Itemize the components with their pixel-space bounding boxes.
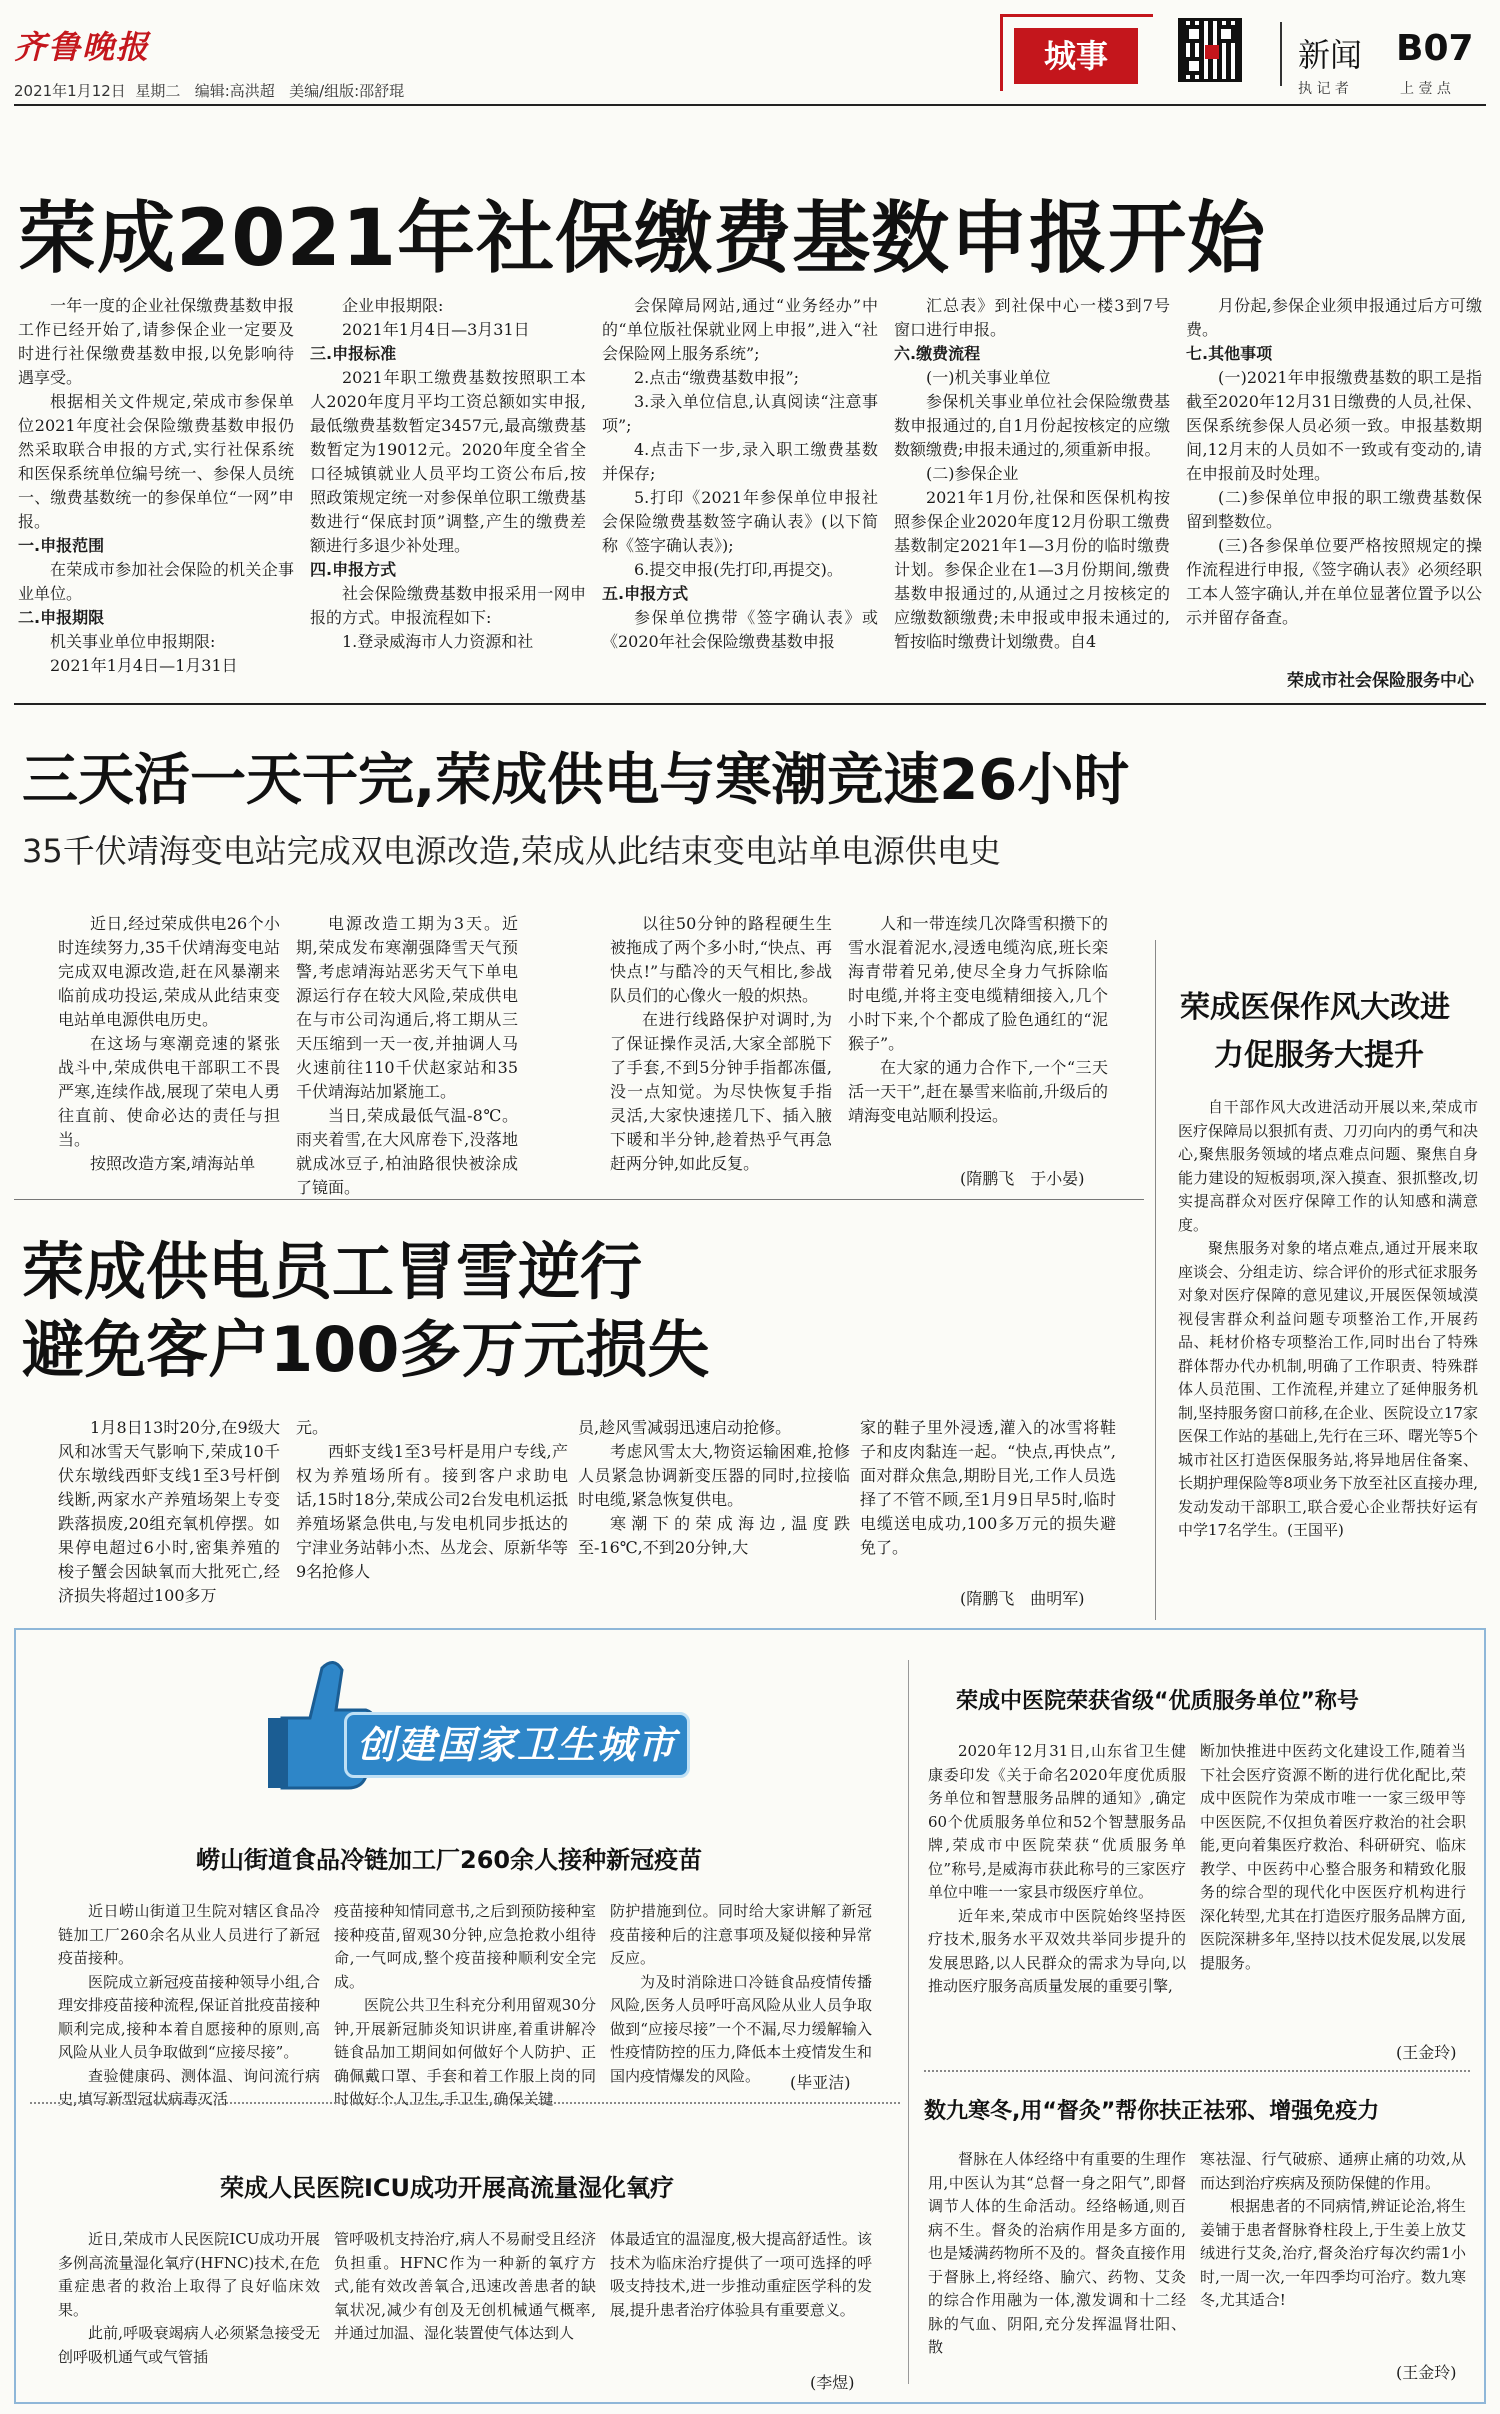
page-category: 新闻 bbox=[1298, 36, 1363, 74]
issue-date: 2021年1月12日 星期二 编辑:高洪超 美编/组版:邵舒琨 bbox=[14, 82, 405, 100]
article-3-headline-line-1: 荣成供电员工冒雪逆行 bbox=[22, 1235, 643, 1308]
reporter-name: 上 壹 点 bbox=[1400, 81, 1451, 97]
box-article-3-col-1: 2020年12月31日,山东省卫生健康委印发《关于命名2020年度优质服务单位和智慧服务品牌的通知》,确定60个优质服务单位和52个智慧服务品牌,荣成市中医院荣获“优质服务单位”称号,是威海市获此称号的三家医疗单位中唯一一家县市级医疗单位。 近年来,荣成市中医院始终坚持医疗技术,服务水平双效共举同步提升的发展思路,以人民群众的需求为导向,以推动医疗服务高质量发展的重要引擎, bbox=[928, 1742, 1186, 1995]
box-article-3-col-2: 断加快推进中医药文化建设工作,随着当下社会医疗资源不断的进行优化配比,荣成中医院作为荣成市唯一一家三级甲等中医医院,不仅担负着医疗救治的社会职能,更向着集医疗救治、科研研究、临床教学、中医药中心整合服务和精致化服务的综合型的现代化中医医疗机构进行深化转型,尤其在打造医疗服务品牌方面,医院深耕多年,坚持以技术促发展,以发展提服务。 bbox=[1200, 1742, 1466, 1972]
box-article-1-byline: (毕亚洁) bbox=[790, 2073, 851, 2092]
box-article-4-col-1: 督脉在人体经络中有重要的生理作用,中医认为其“总督一身之阳气”,即督调节人体的生命活动。经络畅通,则百病不生。督灸的治病作用是多方面的,也是矮满药物所不及的。督灸直接作用于督脉上,将经络、腧穴、药物、艾灸的综合作用融为一体,激发调和十二经脉的气血、阴阳,充分发挥温肾壮阳、散 bbox=[928, 2150, 1186, 2356]
box-article-2-col-1: 近日,荣成市人民医院ICU成功开展多例高流量湿化氧疗(HFNC)技术,在危重症患者的救治上取得了良好临床效果。 此前,呼吸衰竭病人必须紧急接受无创呼吸机通气或气管插 bbox=[58, 2230, 320, 2366]
article-1-col-4: 汇总表》到社保中心一楼3到7号窗口进行申报。 六.缴费流程 (一)机关事业单位 参保机关事业单位社会保险缴费基数申报通过的,自1月份起按核定的应缴数额缴费;申报未通过的,须重新申报。 (二)参保企业 2021年1月份,社保和医保机构按照参保企业2020年度12月份职工缴费基数制定2021年1—3月份的临时缴费计划。参保企业在1—3月份期间,缴费基数申报通过的,从通过之月按核定的应缴数额缴费;未申报或申报未通过的,暂按临时缴费计划缴费。自4 bbox=[894, 296, 1170, 651]
article-1-col-2: 企业申报期限: 2021年1月4日—3月31日 三.申报标准 2021年职工缴费基数按照职工本人2020年度月平均工资总额如实申报,最低缴费基数暂定3457元,最高缴费基数暂定为19012元。2020年度全省全口径城镇就业人员平均工资公布后,按照政策规定统一对参保单位职工缴费基数进行“保底封顶”调整,产生的缴费差额进行多退少补处理。 四.申报方式 社会保险缴费基数申报采用一网申报的方式。申报流程如下: 1.登录威海市人力资源和社 bbox=[310, 296, 586, 651]
article-1-headline: 荣成2021年社保缴费基数申报开始 bbox=[18, 194, 1267, 284]
box-vertical-divider bbox=[908, 1660, 909, 2384]
reporter-label: 执 记 者 bbox=[1298, 81, 1349, 97]
page-number: B07 bbox=[1396, 28, 1474, 69]
article-3-col-1: 1月8日13时20分,在9级大风和冰雪天气影响下,荣成10千伏东墩线西虾支线1至3号杆倒线断,两家水产养殖场架上专变跌落损废,20组充氧机停摆。如果停电超过6小时,密集养殖的梭子蟹会因缺氧而大批死亡,经济损失将超过100多万 bbox=[58, 1418, 280, 1605]
article-2-subtitle: 35千伏靖海变电站完成双电源改造,荣成从此结束变电站单电源供电史 bbox=[22, 832, 1001, 870]
box-article-1-col-2: 疫苗接种知情同意书,之后到预防接种室接种疫苗,留观30分钟,应急抢救小组待命,一气呵成,整个疫苗接种顺利安全完成。 医院公共卫生科充分利用留观30分钟,开展新冠肺炎知识讲座,着重讲解冷链食品加工期间如何做好个人防护、正确佩戴口罩、手套和着工作服上岗的同时做好个人卫生,手卫生,确保关键 bbox=[334, 1902, 596, 2108]
article-1-source: 荣成市社会保险服务中心 bbox=[1287, 671, 1474, 691]
masthead-divider bbox=[1280, 22, 1282, 86]
health-city-banner: 创建国家卫生城市 bbox=[344, 1712, 690, 1778]
section-rule-1 bbox=[14, 703, 1486, 705]
article-2-headline: 三天活一天干完,荣成供电与寒潮竞速26小时 bbox=[22, 748, 1130, 813]
box-article-2-col-2: 管呼吸机支持治疗,病人不易耐受且经济负担重。HFNC作为一种新的氧疗方式,能有效改善氧合,迅速改善患者的缺氧状况,减少有创及无创机械通气概率,并通过加温、湿化装置使气体达到人 bbox=[334, 2230, 596, 2342]
article-3-col-4: 家的鞋子里外浸透,灌入的冰雪将鞋子和皮肉黏连一起。“快点,再快点”,面对群众焦急,期盼目光,工作人员选择了不管不顾,至1月9日早5时,临时电缆送电成功,100多万元的损失避免了。 bbox=[860, 1418, 1116, 1557]
box-article-2-headline: 荣成人民医院ICU成功开展高流量湿化氧疗 bbox=[220, 2174, 675, 2202]
section-tab: 城事 bbox=[1014, 28, 1138, 84]
article-3-headline-line-2: 避免客户100多万元损失 bbox=[22, 1313, 710, 1386]
sidebar-headline-line-2: 力促服务大提升 bbox=[1214, 1038, 1424, 1073]
box-article-3-headline: 荣成中医院荣获省级“优质服务单位”称号 bbox=[956, 1689, 1359, 1714]
masthead-rule bbox=[14, 104, 1486, 106]
box-divider-1 bbox=[30, 2102, 900, 2104]
sidebar-headline-line-1: 荣成医保作风大改进 bbox=[1180, 990, 1450, 1025]
box-divider-2 bbox=[924, 2070, 1470, 2072]
box-article-4-byline: (王金玲) bbox=[1396, 2363, 1457, 2382]
box-article-2-col-3: 体最适宜的温湿度,极大提高舒适性。该技术为临床治疗提供了一项可选择的呼吸支持技术,进一步推动重症医学科的发展,提升患者治疗体验具有重要意义。 bbox=[610, 2230, 872, 2319]
masthead-logo: 齐鲁晚报 bbox=[14, 28, 151, 66]
box-article-2-byline: (李煜) bbox=[810, 2373, 855, 2392]
sidebar-divider bbox=[1155, 940, 1156, 1620]
qr-code-icon bbox=[1178, 18, 1242, 82]
section-rule-2 bbox=[14, 1199, 1144, 1200]
article-2-col-3: 以往50分钟的路程硬生生被拖成了两个多小时,“快点、再快点!”与酷冷的天气相比,参战队员们的心像火一般的炽热。 在进行线路保护对调时,为了保证操作灵活,大家全部脱下了手套,不到5分钟手指都冻僵,没一点知觉。为尽快恢复手指灵活,大家快速搓几下、插入腋下暖和半分钟,趁着热乎气再急赶两分钟,如此反复。 bbox=[610, 914, 832, 1173]
article-2-col-4: 人和一带连续几次降雪积攒下的雪水混着泥水,浸透电缆沟底,班长栾海青带着兄弟,使尽全身力气拆除临时电缆,并将主变电缆精细接入,几个小时下来,个个都成了脸色通红的“泥猴子”。 在大家的通力合作下,一个“三天活一天干”,赶在暴雪来临前,升级后的靖海变电站顺利投运。 bbox=[848, 914, 1108, 1125]
box-article-3-byline: (王金玲) bbox=[1396, 2043, 1457, 2062]
box-article-1-headline: 崂山街道食品冷链加工厂260余人接种新冠疫苗 bbox=[196, 1846, 703, 1874]
box-article-1-col-1: 近日崂山街道卫生院对辖区食品冷链加工厂260余名从业人员进行了新冠疫苗接种。 医院成立新冠疫苗接种领导小组,合理安排疫苗接种流程,保证首批疫苗接种顺利完成,接种本着自愿接种的原则,高风险从业人员争取做到“应接尽接”。 查验健康码、测体温、询问流行病史,填写新型冠状病毒灭活 bbox=[58, 1902, 320, 2108]
article-2-byline: (隋鹏飞 于小晏) bbox=[960, 1169, 1085, 1188]
sidebar-body: 自干部作风大改进活动开展以来,荣成市医疗保障局以狠抓有责、刀刃向内的勇气和决心,聚焦服务领域的堵点难点问题、聚焦自身能力建设的短板弱项,深入摸查、狠抓整改,切实提高群众对医疗保障工作的认知感和满意度。 聚焦服务对象的堵点难点,通过开展来取座谈会、分组走访、综合评价的形式征求服务对象对医疗保障的意见建议,开展医保领域漠视侵害群众利益问题专项整治工作,开展药品、耗材价格专项整治工作,同时出台了特殊群体帮办代办机制,明确了工作职责、特殊群体人员范围、工作流程,并建立了延伸服务机制,坚持服务窗口前移,在企业、医院设立17家医保工作站的基础上,先行在三环、曙光等5个城市社区打造医保服务站,将异地居住备案、长期护理保险等8项业务下放至社区直接办理,发动发动干部职工,联合爱心企业帮扶好运有中学17名学生。(王国平) bbox=[1178, 1098, 1479, 1539]
article-3-col-2: 元。 西虾支线1至3号杆是用户专线,产权为养殖场所有。接到客户求助电话,15时18分,荣成公司2台发电机运抵养殖场紧急供电,与发电机同步抵达的宁津业务站韩小杰、丛龙会、原新华等9名抢修人 bbox=[296, 1418, 569, 1581]
article-2-col-2: 电源改造工期为3天。近期,荣成发布寒潮强降雪天气预警,考虑靖海站恶劣天气下单电源运行存在较大风险,荣成供电在与市公司沟通后,将工期从三天压缩到一天一夜,并抽调人马火速前往110千伏赵家站和35千伏靖海站加紧施工。 当日,荣成最低气温-8℃。雨夹着雪,在大风席卷下,没落地就成冰豆子,柏油路很快被涂成了镜面。 bbox=[296, 914, 518, 1197]
article-1-col-3: 会保障局网站,通过“业务经办”中的“单位版社保就业网上申报”,进入“社会保险网上服务系统”; 2.点击“缴费基数申报”; 3.录入单位信息,认真阅读“注意事项”; 4.点击下一步,录入职工缴费基数并保存; 5.打印《2021年参保单位申报社会保险缴费基数签字确认表》(以下简称《签字确认表》); 6.提交申报(先打印,再提交)。 五.申报方式 参保单位携带《签字确认表》或《2020年社会保险缴费基数申报 bbox=[602, 296, 878, 651]
article-1-col-1: 一年一度的企业社保缴费基数申报工作已经开始了,请参保企业一定要及时进行社保缴费基数申报,以免影响待遇享受。 根据相关文件规定,荣成市参保单位2021年度社会保险缴费基数申报仍然采取联合申报的方式,实行社保系统和医保系统单位编号统一、参保人员统一、缴费基数统一的参保单位“一网”申报。 一.申报范围 在荣成市参加社会保险的机关企事业单位。 二.申报期限 机关事业单位申报期限: 2021年1月4日—1月31日 bbox=[18, 296, 294, 675]
box-article-4-col-2: 寒祛湿、行气破瘀、通痹止痛的功效,从而达到治疗疾病及预防保健的作用。 根据患者的不同病情,辨证论治,将生姜铺于患者督脉脊柱段上,于生姜上放艾绒进行艾灸,治疗,督灸治疗每次约需1小时,一周一次,一年四季均可治疗。数九寒冬,尤其适合! bbox=[1200, 2150, 1466, 2309]
box-article-4-headline: 数九寒冬,用“督灸”帮你扶正祛邪、增强免疫力 bbox=[924, 2099, 1380, 2124]
article-1-col-5: 月份起,参保企业须申报通过后方可缴费。 七.其他事项 (一)2021年申报缴费基数的职工是指截至2020年12月31日缴费的人员,社保、医保系统参保人员必须一致。申报基数期间,12月末的人员如不一致或有变动的,请在申报前及时处理。 (二)参保单位申报的职工缴费基数保留到整数位。 (三)各参保单位要严格按照规定的操作流程进行申报,《签字确认表》必须经职工本人签字确认,并在单位显著位置予以公示并留存备查。 bbox=[1186, 296, 1482, 627]
article-3-byline: (隋鹏飞 曲明军) bbox=[960, 1589, 1085, 1608]
article-2-col-1: 近日,经过荣成供电26个小时连续努力,35千伏靖海变电站完成双电源改造,赶在风暴潮来临前成功投运,荣成从此结束变电站单电源供电历史。 在这场与寒潮竞速的紧张战斗中,荣成供电干部职工不畏严寒,连续作战,展现了荣电人勇往直前、使命必达的责任与担当。 按照改造方案,靖海站单 bbox=[58, 914, 280, 1173]
box-article-1-col-3: 防护措施到位。同时给大家讲解了新冠疫苗接种后的注意事项及疑似接种异常反应。 为及时消除进口冷链食品疫情传播风险,医务人员呼吁高风险从业人员争取做到“应接尽接”一个不漏,尽力缓解输入性疫情防控的压力,降低本土疫情发生和国内疫情爆发的风险。 bbox=[610, 1902, 872, 2085]
article-3-col-3: 员,趁风雪减弱迅速启动抢修。 考虑风雪太大,物资运输困难,抢修人员紧急协调新变压器的同时,拉接临时电缆,紧急恢复供电。 寒潮下的荣成海边,温度跌至-16℃,不到20分钟,大 bbox=[578, 1418, 850, 1557]
